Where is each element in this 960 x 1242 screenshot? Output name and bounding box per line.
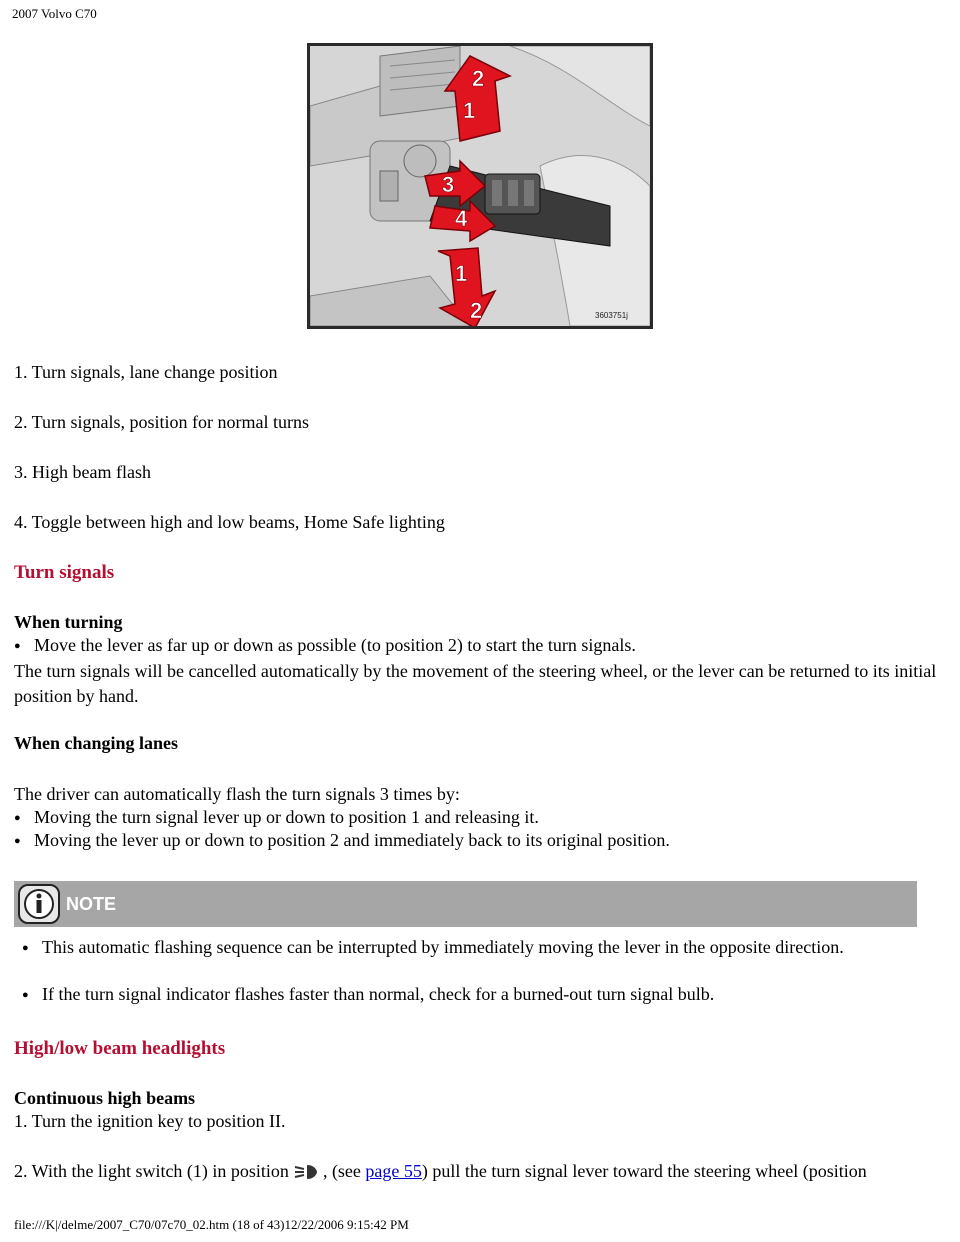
legend-item-4: 4. Toggle between high and low beams, Home Safe lighting	[14, 512, 445, 532]
bullet-item	[14, 830, 670, 851]
legend-item-2: 2. Turn signals, position for normal turns	[14, 412, 310, 432]
page-footer: file:///K|/delme/2007_C70/07c70_02.htm (18 of 43)12/22/2006 9:15:42 PM	[14, 1217, 409, 1232]
note-bar	[14, 881, 917, 927]
info-icon	[18, 884, 60, 924]
note-text: If the turn signal indicator flashes faster than normal, check for a burned-out turn signal bulb.	[42, 984, 715, 1004]
callout-down-2: 2	[470, 298, 483, 323]
headlight-icon	[293, 1163, 319, 1181]
callout-3: 3	[442, 172, 455, 197]
page-header: 2007 Volvo C70	[12, 6, 97, 21]
bullet-text: Moving the turn signal lever up or down to position 1 and releasing it.	[34, 807, 539, 827]
callout-up-2: 2	[472, 66, 485, 91]
lever-drawing	[310, 46, 650, 326]
bullet-icon: ●	[22, 989, 29, 1001]
turn-signal-lever-illustration	[307, 43, 653, 329]
bullet-text: Move the lever as far up or down as possible (to position 2) to start the turn signals.	[34, 635, 636, 655]
note-item	[22, 935, 922, 961]
legend-item-1: 1. Turn signals, lane change position	[14, 362, 278, 382]
bullet-item	[14, 635, 636, 656]
legend-item-3: 3. High beam flash	[14, 462, 151, 482]
note-label: NOTE	[66, 894, 117, 914]
bullet-icon: ●	[14, 640, 21, 652]
callout-down-1: 1	[455, 261, 468, 286]
note-item	[22, 984, 714, 1005]
bullet-item	[14, 807, 539, 828]
step-2-text: 2. With the light switch (1) in position	[14, 1161, 289, 1181]
subheading-when-turning: When turning	[14, 612, 123, 632]
section-heading-high-low-beam: High/low beam headlights	[14, 1038, 226, 1059]
page-55-link[interactable]: page 55	[365, 1161, 422, 1181]
note-text: This automatic flashing sequence can be interrupted by immediately moving the lever in the opposite direction.	[42, 937, 844, 957]
step-2-text: ) pull the turn signal lever toward the steering wheel (position	[421, 1161, 867, 1181]
bullet-icon: ●	[14, 812, 21, 824]
bullet-icon: ●	[14, 835, 21, 847]
callout-4: 4	[455, 206, 468, 231]
paragraph: The turn signals will be cancelled automatically by the movement of the steering wheel, or the lever can be returned to its initial position by hand.	[14, 661, 937, 706]
paragraph: The driver can automatically flash the turn signals 3 times by:	[14, 784, 460, 804]
subheading-continuous-high-beams: Continuous high beams	[14, 1088, 196, 1108]
callout-up-1: 1	[463, 98, 476, 123]
step-1: 1. Turn the ignition key to position II.	[14, 1111, 286, 1131]
subheading-when-changing-lanes: When changing lanes	[14, 733, 179, 753]
step-2	[14, 1161, 867, 1182]
figure-code: 3603751j	[595, 311, 628, 320]
step-2-text: , (see	[322, 1161, 361, 1181]
bullet-icon: ●	[22, 942, 29, 954]
bullet-text: Moving the lever up or down to position 2 and immediately back to its original position.	[34, 830, 670, 850]
section-heading-turn-signals: Turn signals	[14, 562, 115, 583]
